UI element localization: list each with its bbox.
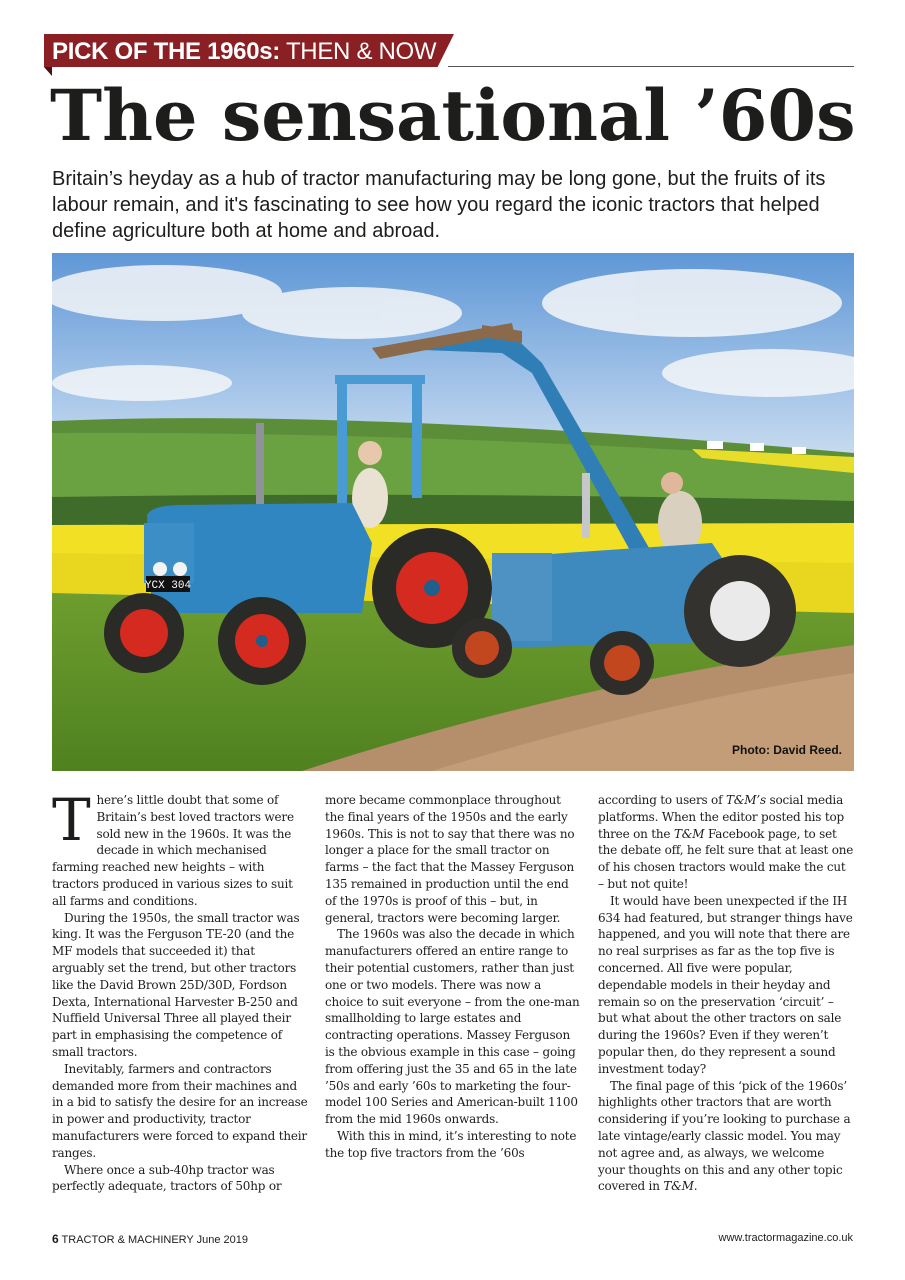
column-2	[325, 792, 581, 1212]
paragraph-2: During the 1950s, the small tractor was king. It was the Ferguson TE-20 (and the MF models that succeeded it) that arguably set the trend, but other tractors like the David Brown 25D/30D, Fordson Dexta, International Harvester B-250 and Nuffield Universal Three all played their part in emphasising the competence of small tractors.	[52, 910, 300, 1059]
number-plate: YCX 304	[144, 580, 192, 592]
p6-em2: T&M	[673, 826, 705, 841]
p6-post: Facebook page, to set the debate off, he felt sure that at least one of his chosen tractors would make the cut – but not quite!	[598, 826, 854, 891]
paragraph-3: Inevitably, farmers and contractors demanded more from their machines and in a bid to satisfy the desire for an increase in power and productivity, tractor manufacturers were forced to expand their ranges.	[52, 1061, 308, 1160]
p6-em1: T&M’s	[725, 793, 766, 807]
p8-em: T&M	[663, 1179, 694, 1194]
paragraph-6-start: With this in mind, it’s interesting to note the top five tractors from the ’60s	[325, 1128, 577, 1160]
drop-cap: T	[52, 786, 91, 854]
tractor-photo-illustration	[52, 253, 854, 771]
site-url: www.tractormagazine.co.uk	[718, 1232, 853, 1244]
paragraph-1	[52, 786, 308, 910]
paragraph-7: It would have been unexpected if the IH 634 had featured, but stranger things have happened, and you will note that there are no real surprises as far as the top five is concerned. All five were popular, dependable models in their heyday and remain so on the preservation ‘circuit’ – but what about the other tractors on sale during the 1960s? Even if they weren’t popular then, do they represent a sound investment today?	[598, 893, 853, 1076]
paragraph-8	[598, 1078, 854, 1196]
paragraph-1-text: here’s little doubt that some of Britain’s best loved tractors were sold new in the 1960s. It was the decade in which mechanised farming reached new heights – with tractors produced in various sizes to suit all farms and conditions.	[52, 793, 294, 908]
paragraph-5: The 1960s was also the decade in which manufacturers offered an entire range to their potential customers, rather than just one or two models. There was now a choice to suit everyone – from the one-man smallholding to large estates and contracting operations. Massey Ferguson is the obvious example in this case – going from offering just the 35 and 65 in the late ’50s and early ’60s to marketing the four-model 100 Series and American-built 1100 from the mid 1960s onwards.	[325, 927, 580, 1127]
page-number: 6	[52, 1232, 59, 1246]
column-1	[52, 786, 308, 1212]
headline: The sensational ’60s	[50, 74, 856, 157]
photo-credit: Photo: David Reed.	[731, 743, 842, 757]
magazine-issue: TRACTOR & MACHINERY June 2019	[58, 1234, 249, 1246]
p8-pre: The final page of this ‘pick of the 1960s’ highlights other tractors that are worth considering if you’re looking to purchase a late vintage/early classic model. You may not agree and, as always, we welcome your thoughts on this and any other topic covered in	[598, 1078, 851, 1194]
paragraph-6-end	[598, 792, 854, 893]
header-rule	[448, 66, 854, 67]
paragraph-4-end: more became commonplace throughout the final years of the 1950s and the early 1960s. This is not to say that there was no longer a place for the small tractor on farms – the fact that the Massey Ferguson 135 remained in production until the end of the 1970s is proof of this – but, in general, tractors were becoming larger.	[325, 793, 575, 925]
section-tag-bold: PICK OF THE 1960s:	[52, 38, 281, 65]
p6-pre: according to users of	[598, 793, 726, 807]
section-tag-label	[52, 38, 436, 66]
tractor-photo	[52, 253, 854, 771]
standfirst: Britain’s heyday as a hub of tractor manufacturing may be long gone, but the fruits of its labour remain, and it's fascinating to see how you regard the iconic tractors that helped define agriculture both at home and abroad.	[52, 168, 826, 242]
section-tag-light: THEN & NOW	[280, 38, 437, 65]
folio	[52, 1232, 248, 1246]
paragraph-4-start: Where once a sub-40hp tractor was perfectly adequate, tractors of 50hp or	[52, 1162, 282, 1194]
p8-post: .	[693, 1179, 698, 1194]
p6-mid: social media platforms. When the editor posted his top three on the	[598, 793, 845, 841]
column-3	[598, 792, 854, 1212]
body-columns	[52, 786, 854, 1212]
